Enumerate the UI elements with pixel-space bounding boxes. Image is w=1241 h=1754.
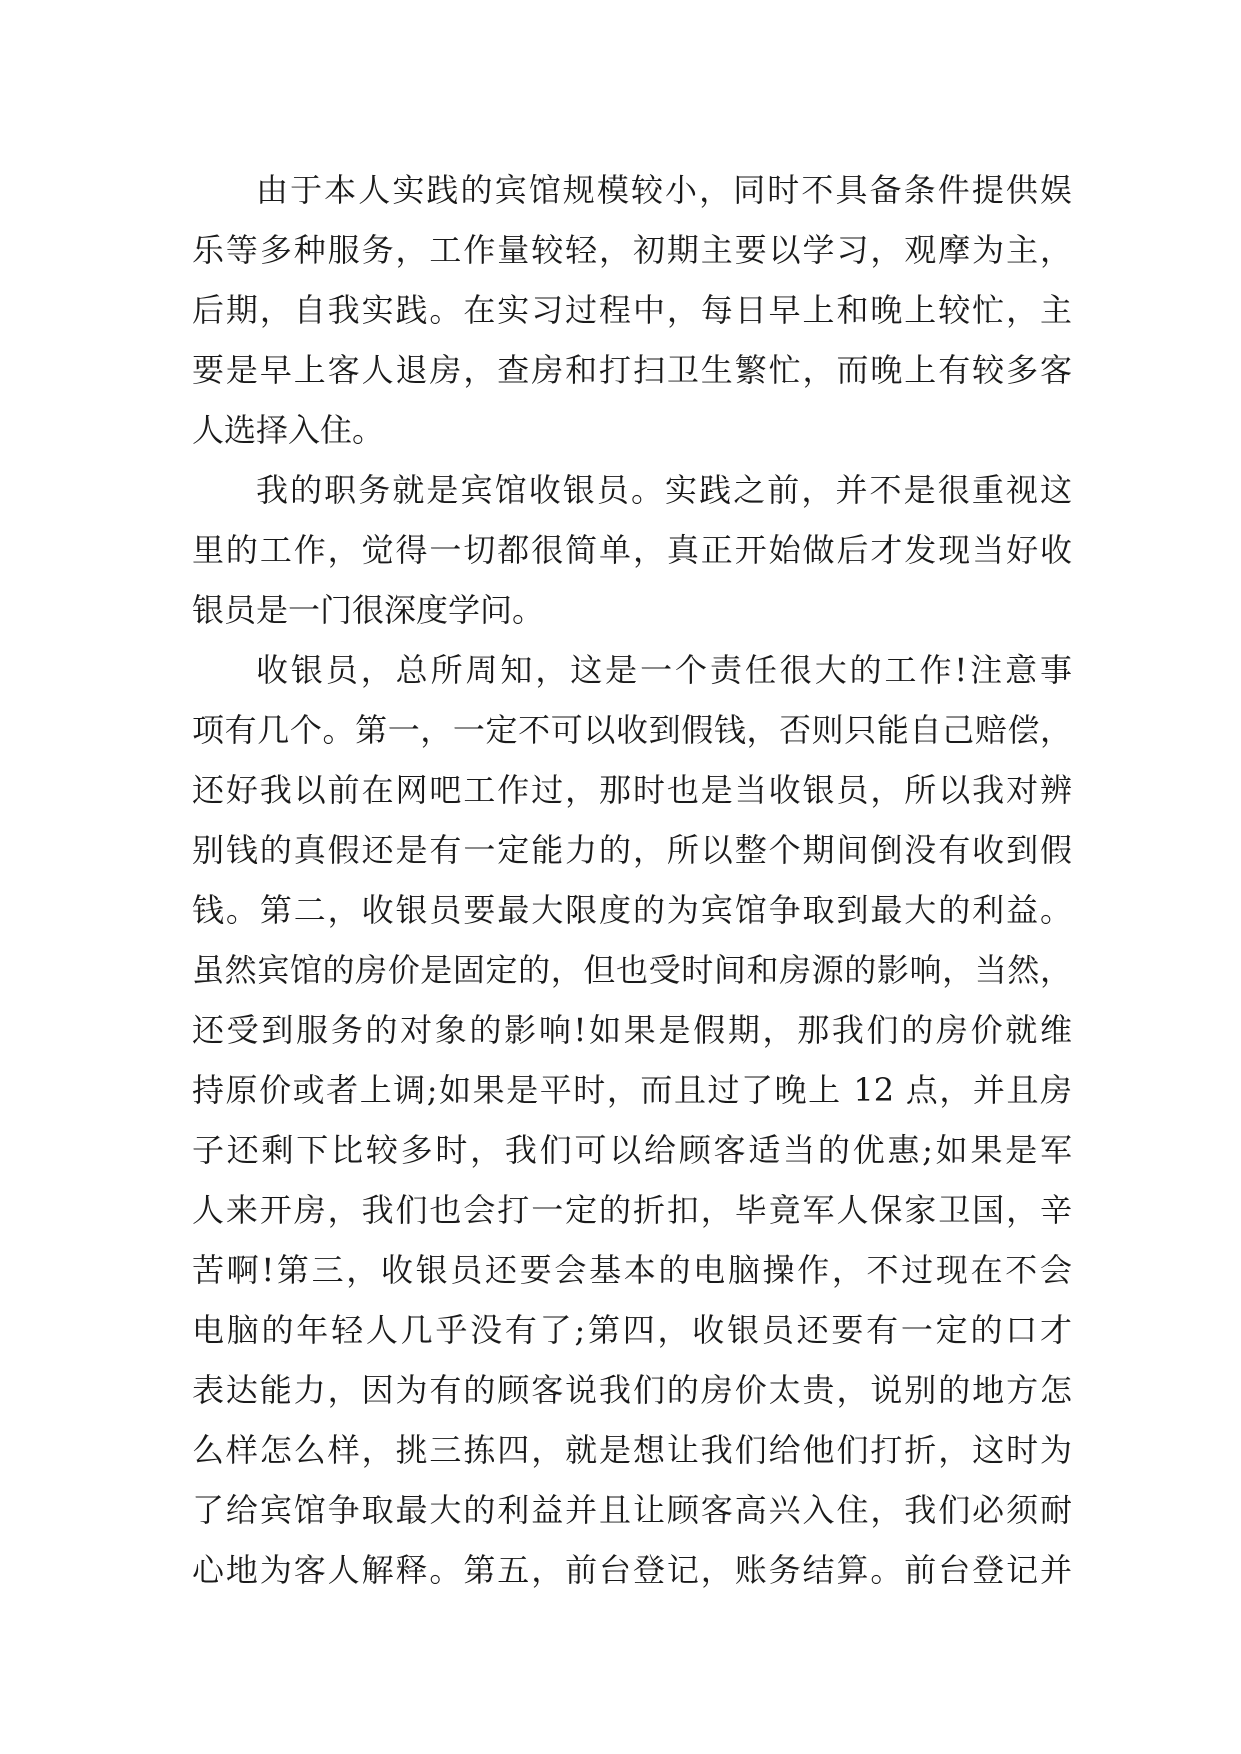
- paragraph-line: 还受到服务的对象的影响!如果是假期，那我们的房价就维: [192, 1011, 1072, 1049]
- paragraph-line: 里的工作，觉得一切都很简单，真正开始做后才发现当好收: [192, 531, 1072, 569]
- paragraph-line: 心地为客人解释。第五，前台登记，账务结算。前台登记并: [192, 1551, 1072, 1589]
- paragraph-line: 电脑的年轻人几乎没有了;第四，收银员还要有一定的口才: [192, 1311, 1072, 1349]
- paragraph-line: 我的职务就是宾馆收银员。实践之前，并不是很重视这: [256, 471, 1072, 509]
- paragraph-line: 还好我以前在网吧工作过，那时也是当收银员，所以我对辨: [192, 771, 1072, 809]
- paragraph-line: 项有几个。第一，一定不可以收到假钱，否则只能自己赔偿，: [192, 711, 1072, 749]
- paragraph-line: 收银员，总所周知，这是一个责任很大的工作!注意事: [256, 651, 1072, 689]
- paragraph-line: 子还剩下比较多时，我们可以给顾客适当的优惠;如果是军: [192, 1131, 1072, 1169]
- paragraph-line: 银员是一门很深度学问。: [192, 591, 545, 629]
- paragraph-line: 人选择入住。: [192, 411, 385, 449]
- paragraph-line: 钱。第二，收银员要最大限度的为宾馆争取到最大的利益。: [192, 891, 1072, 929]
- paragraph-line: 乐等多种服务，工作量较轻，初期主要以学习，观摩为主，: [192, 231, 1072, 269]
- paragraph-line: 由于本人实践的宾馆规模较小，同时不具备条件提供娱: [256, 171, 1072, 209]
- paragraph-line: 表达能力，因为有的顾客说我们的房价太贵，说别的地方怎: [192, 1371, 1072, 1409]
- paragraph-line: 么样怎么样，挑三拣四，就是想让我们给他们打折，这时为: [192, 1431, 1072, 1469]
- body-text: [192, 160, 1072, 1600]
- paragraph-line: 持原价或者上调;如果是平时，而且过了晚上 12 点，并且房: [192, 1071, 1072, 1109]
- paragraph-line: 人来开房，我们也会打一定的折扣，毕竟军人保家卫国，辛: [192, 1191, 1072, 1229]
- paragraph-line: 别钱的真假还是有一定能力的，所以整个期间倒没有收到假: [192, 831, 1072, 869]
- paragraph-line: 苦啊!第三，收银员还要会基本的电脑操作，不过现在不会: [192, 1251, 1072, 1289]
- paragraph-line: 后期，自我实践。在实习过程中，每日早上和晚上较忙，主: [192, 291, 1072, 329]
- paragraph-line: 要是早上客人退房，查房和打扫卫生繁忙，而晚上有较多客: [192, 351, 1072, 389]
- paragraph-line: 了给宾馆争取最大的利益并且让顾客高兴入住，我们必须耐: [192, 1491, 1072, 1529]
- paragraph-line: 虽然宾馆的房价是固定的，但也受时间和房源的影响，当然，: [192, 951, 1072, 989]
